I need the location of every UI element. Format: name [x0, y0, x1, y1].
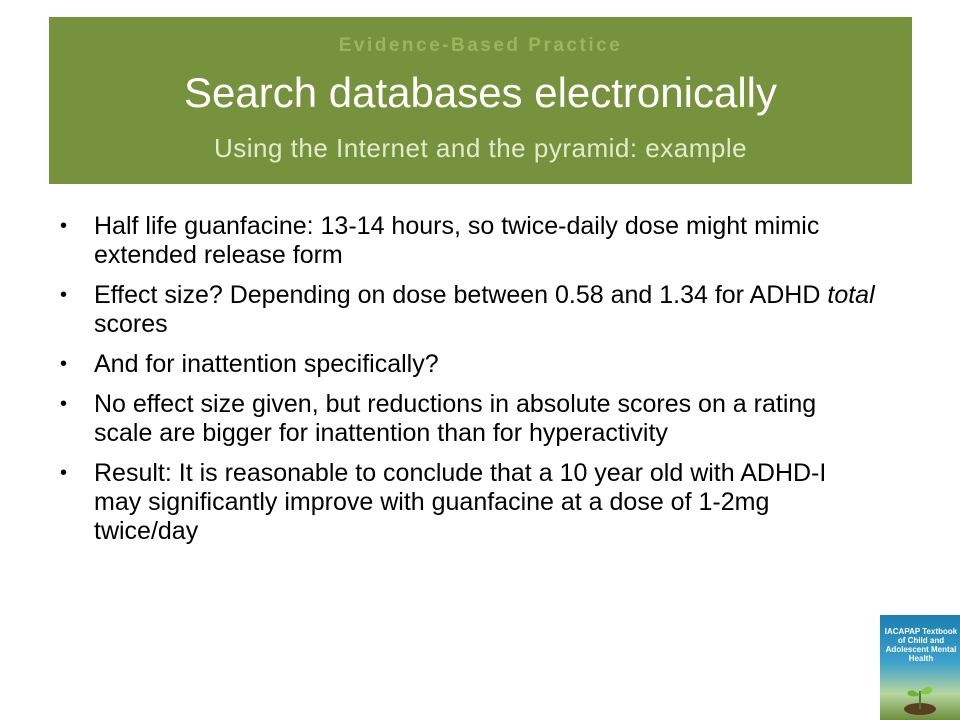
bullet-dot-icon: • — [60, 215, 68, 237]
bullet-dot-icon: • — [60, 393, 68, 415]
bullet-list — [60, 212, 880, 557]
seedling-icon — [900, 677, 940, 717]
bullet-text: Half life guanfacine: 13-14 hours, so twice-daily dose might mimic extended release form — [94, 212, 820, 269]
bullet-text: Result: It is reasonable to conclude that a 10 year old with ADHD-I may significantly improve with guanfacine at a dose of 1-2mg twice/day — [94, 459, 827, 545]
bullet-item — [60, 281, 880, 339]
bullet-text: And for inattention specifically? — [94, 350, 439, 378]
bullet-text: Effect size? Depending on dose between 0.58 and 1.34 for ADHD — [94, 281, 828, 309]
title-banner — [49, 17, 912, 184]
textbook-cover-image — [878, 615, 960, 720]
section-kicker: Evidence-Based Practice — [338, 35, 623, 56]
textbook-cover-title: IACAPAP Textbook of Child and Adolescent Mental Health — [884, 627, 958, 663]
slide-title: Search databases electronically — [183, 69, 777, 116]
bullet-dot-icon: • — [60, 462, 68, 484]
bullet-item — [60, 350, 880, 379]
bullet-dot-icon: • — [60, 284, 68, 306]
bullet-item — [60, 459, 880, 546]
bullet-text: No effect size given, but reductions in absolute scores on a rating scale are bigger for inattention than for hyperactivity — [94, 390, 817, 447]
bullet-dot-icon: • — [60, 353, 68, 375]
slide-subtitle: Using the Internet and the pyramid: example — [213, 133, 748, 163]
bullet-text-tail: scores — [94, 310, 168, 338]
bullet-item — [60, 212, 880, 270]
bullet-emphasis: total — [827, 281, 875, 309]
bullet-item — [60, 390, 880, 448]
